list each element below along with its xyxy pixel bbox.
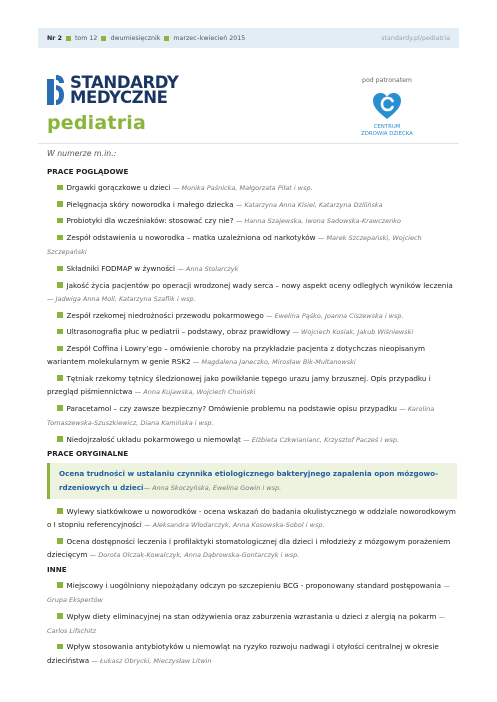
separator-square-icon: [164, 36, 169, 41]
article-title: Zespół rzekomej niedrożności przewodu pokarmowego: [66, 310, 264, 320]
article-title: Jakość życia pacjentów po operacji wrodzonej wady serca – nowy aspekt oceny odległych wyników leczenia: [66, 280, 453, 290]
article-authors: Magdalena Janeczko, Mirosław Bik-Multanowski: [201, 358, 356, 367]
list-item[interactable]: Probiotyki dla wcześniaków: stosować czy nie? — Hanna Szajewska, Iwona Sadowska-Krawczenko: [47, 214, 457, 228]
section-other-items: [47, 579, 457, 668]
list-item[interactable]: Drgawki gorączkowe u dzieci — Monika Paśnicka, Małgorzata Piłat i wsp.: [47, 181, 457, 195]
list-item[interactable]: Jakość życia pacjentów po operacji wrodzonej wady serca – nowy aspekt oceny odległych wyników leczenia — Jadwiga Anna Moll, Katarzyna Szaflik i wsp.: [47, 280, 453, 303]
bullet-square-icon: [57, 436, 63, 442]
list-item[interactable]: Zespół Coffina i Lowry’ego – omówienie choroby na przykładzie pacjenta z dotychczas nieopisanym wariantem molekularnym w genie RSK2 — Magdalena Janeczko, Mirosław Bik-Multanowski: [47, 344, 425, 367]
bullet-square-icon: [57, 201, 63, 207]
section-title-other: INNE: [47, 564, 67, 574]
patron-name: [358, 124, 416, 138]
article-title: Zespół odstawienia u noworodka – matka uzależniona od narkotyków: [66, 233, 316, 243]
article-authors: Grupa Ekspertów: [47, 595, 103, 604]
separator-square-icon: [66, 36, 71, 41]
heart-logo-icon: [371, 90, 403, 122]
article-title: Wpływ stosowania antybiotyków u niemowląt na ryzyko rozwoju nadwagi i otyłości centralnej w okresie dzieciństwa: [47, 642, 439, 665]
patron-name-line-1: CENTRUM: [373, 124, 401, 130]
article-title: Tętniak rzekomy tętnicy śledzionowej jako powikłanie tępego urazu jamy brzusznej. Opis przypadku i przegląd piśmiennictwa: [47, 373, 431, 397]
issue-info: [47, 35, 245, 42]
bullet-square-icon: [57, 375, 63, 381]
bullet-square-icon: [57, 405, 63, 411]
section-title-original: PRACE ORYGINALNE: [47, 449, 129, 459]
standardy-medyczne-logo: [47, 73, 178, 107]
article-authors: Hanna Szajewska, Iwona Sadowska-Krawczenko: [244, 217, 401, 226]
list-item[interactable]: Zespół odstawienia u noworodka – matka uzależniona od narkotyków — Marek Szczepański, Wojciech Szczepański: [47, 233, 422, 257]
article-title: Ultrasonografia płuc w pediatrii – podstawy, obraz prawidłowy: [66, 327, 291, 337]
bullet-square-icon: [57, 266, 63, 272]
bullet-square-icon: [57, 218, 63, 224]
section-original-items: [47, 505, 457, 562]
s-mark-icon: [47, 73, 65, 107]
article-title: Miejscowy i uogólniony niepożądany odczyn po szczepieniu BCG - proponowany standard postępowania: [66, 580, 442, 590]
patron-name-line-2: ZDROWIA DZIECKA: [361, 131, 413, 137]
journal-title: pediatria: [47, 112, 147, 134]
list-item[interactable]: Niedojrzałość układu pokarmowego u niemowląt — Elżbieta Czkwianianc, Krzysztof Pacześ i wsp.: [47, 433, 457, 447]
article-authors: Ewelina Pąśko, Joanna Ciszewska i wsp.: [274, 311, 404, 320]
frequency: dwumiesięcznik: [110, 34, 161, 42]
list-item[interactable]: Miejscowy i uogólniony niepożądany odczyn po szczepieniu BCG - proponowany standard postępowania — Grupa Ekspertów: [47, 580, 450, 604]
period: marzec–kwiecień 2015: [173, 34, 246, 42]
article-title: Wylewy siatkówkowe u noworodków - ocena wskazań do badania okulistycznego w oddziale noworodkowym o I stopniu referencyjności: [47, 506, 456, 530]
bullet-square-icon: [57, 282, 63, 288]
logo-wordmark: [70, 75, 178, 105]
bullet-square-icon: [57, 613, 63, 619]
article-authors: Wojciech Kosiak, Jakub Wiśniewski: [300, 328, 414, 337]
featured-article-title: Ocena trudności w ustalaniu czynnika etiologicznego bakteryjnego zapalenia opon mózgowo-rdzeniowych u dzieci: [59, 469, 439, 492]
bullet-square-icon: [57, 312, 63, 318]
list-item[interactable]: Paracetamol – czy zawsze bezpieczny? Omówienie problemu na podstawie opisu przypadku — Karolina Tomaszewska-Szuszkiewicz, Diana Kamińska i wsp.: [47, 403, 435, 428]
article-authors: Łukasz Obrycki, Mieczysław Litwin: [99, 656, 212, 665]
patronage-block: [358, 77, 416, 138]
article-authors: Monika Paśnicka, Małgorzata Piłat i wsp.: [181, 184, 313, 192]
list-item[interactable]: Pielęgnacja skóry noworodka i małego dziecka — Katarzyna Anna Kisiel, Katarzyna Dzilińska: [47, 198, 457, 212]
article-authors: Marek Szczepański, Wojciech Szczepański: [47, 234, 422, 257]
bullet-square-icon: [57, 185, 63, 191]
header-divider: [38, 143, 459, 144]
list-item[interactable]: Tętniak rzekomy tętnicy śledzionowej jako powikłanie tępego urazu jamy brzusznej. Opis przypadku i przegląd piśmiennictwa — Anna Kujawska, Wojciech Choiński: [47, 373, 431, 397]
section-review-items: [47, 181, 457, 447]
article-title: Niedojrzałość układu pokarmowego u niemowląt: [66, 434, 241, 444]
article-title: Zespół Coffina i Lowry’ego – omówienie choroby na przykładzie pacjenta z dotychczas nieopisanym wariantem molekularnym w genie RSK2: [47, 344, 425, 367]
bullet-square-icon: [57, 346, 63, 352]
article-title: Wpływ diety eliminacyjnej na stan odżywienia oraz zaburzenia wzrastania u dzieci z alergią na pokarm: [66, 611, 437, 621]
bullet-square-icon: [57, 235, 63, 241]
volume: tom 12: [74, 34, 98, 42]
bullet-square-icon: [57, 538, 63, 544]
featured-article[interactable]: Ocena trudności w ustalaniu czynnika etiologicznego bakteryjnego zapalenia opon mózgowo-rdzeniowych u dzieci— Anna Skoczyńska, Ewelina Gowin i wsp.: [47, 463, 457, 498]
list-item[interactable]: Wpływ stosowania antybiotyków u niemowląt na ryzyko rozwoju nadwagi i otyłości centralnej w okresie dzieciństwa — Łukasz Obrycki, Mieczysław Litwin: [47, 642, 439, 665]
logo-line-1: STANDARDY: [70, 73, 179, 92]
article-title: Drgawki gorączkowe u dzieci: [66, 183, 171, 192]
contents-list: [47, 149, 457, 670]
bullet-square-icon: [57, 582, 63, 588]
article-authors: Dorota Olczak-Kowalczyk, Anna Dąbrowska-Gontarczyk i wsp.: [98, 550, 300, 559]
list-item[interactable]: Wpływ diety eliminacyjnej na stan odżywienia oraz zaburzenia wzrastania u dzieci z alergią na pokarm — Carlos Lifschitz: [47, 611, 446, 635]
bullet-square-icon: [57, 508, 63, 514]
patronage-label: pod patronatem: [362, 77, 412, 84]
article-authors: Elżbieta Czkwianianc, Krzysztof Pacześ i wsp.: [251, 435, 400, 444]
featured-article-authors: Anna Skoczyńska, Ewelina Gowin i wsp.: [152, 483, 282, 492]
list-item[interactable]: Zespół rzekomej niedrożności przewodu pokarmowego — Ewelina Pąśko, Joanna Ciszewska i wsp.: [47, 309, 457, 323]
article-authors: Karolina Tomaszewska-Szuszkiewicz, Diana Kamińska i wsp.: [47, 404, 435, 428]
article-authors: Katarzyna Anna Kisiel, Katarzyna Dzilińska: [244, 200, 383, 209]
bullet-square-icon: [57, 644, 63, 650]
list-item[interactable]: Składniki FODMAP w żywności — Anna Stolarczyk: [47, 262, 457, 276]
article-authors: Aleksandra Włodarczyk, Anna Kosowska-Sobol i wsp.: [152, 521, 325, 530]
article-title: Składniki FODMAP w żywności: [66, 264, 176, 274]
issue-number: Nr 2: [47, 34, 62, 42]
article-title: Pielęgnacja skóry noworodka i małego dziecka: [66, 199, 234, 209]
section-title-review: PRACE POGLĄDOWE: [47, 167, 129, 176]
article-title: Paracetamol – czy zawsze bezpieczny? Omówienie problemu na podstawie opisu przypadku: [66, 403, 397, 413]
intro-text: W numerze m.in.:: [47, 149, 117, 158]
article-title: Ocena dostępności leczenia i profilaktyki stomatologicznej dla dzieci i młodzieży z mózgowym porażeniem dziecięcym: [47, 536, 451, 559]
logo-line-2: MEDYCZNE: [70, 88, 168, 107]
journal-url[interactable]: standardy.pl/pediatria: [381, 34, 450, 42]
article-authors: Anna Kujawska, Wojciech Choiński: [143, 388, 256, 397]
list-item[interactable]: Ultrasonografia płuc w pediatrii – podstawy, obraz prawidłowy — Wojciech Kosiak, Jakub Wiśniewski: [47, 325, 457, 339]
list-item[interactable]: Ocena dostępności leczenia i profilaktyki stomatologicznej dla dzieci i młodzieży z mózgowym porażeniem dziecięcym — Dorota Olczak-Kowalczyk, Anna Dąbrowska-Gontarczyk i wsp.: [47, 536, 451, 559]
article-authors: Anna Stolarczyk: [185, 265, 239, 274]
issue-info-bar: [38, 28, 459, 48]
separator-square-icon: [101, 36, 106, 41]
bullet-square-icon: [57, 329, 63, 335]
article-title: Probiotyki dla wcześniaków: stosować czy nie?: [66, 216, 234, 226]
list-item[interactable]: Wylewy siatkówkowe u noworodków - ocena wskazań do badania okulistycznego w oddziale noworodkowym o I stopniu referencyjności — Aleksandra Włodarczyk, Anna Kosowska-Sobol i wsp.: [47, 506, 456, 530]
article-authors: Carlos Lifschitz: [47, 626, 96, 635]
article-authors: Jadwiga Anna Moll, Katarzyna Szaflik i wsp.: [55, 294, 196, 303]
